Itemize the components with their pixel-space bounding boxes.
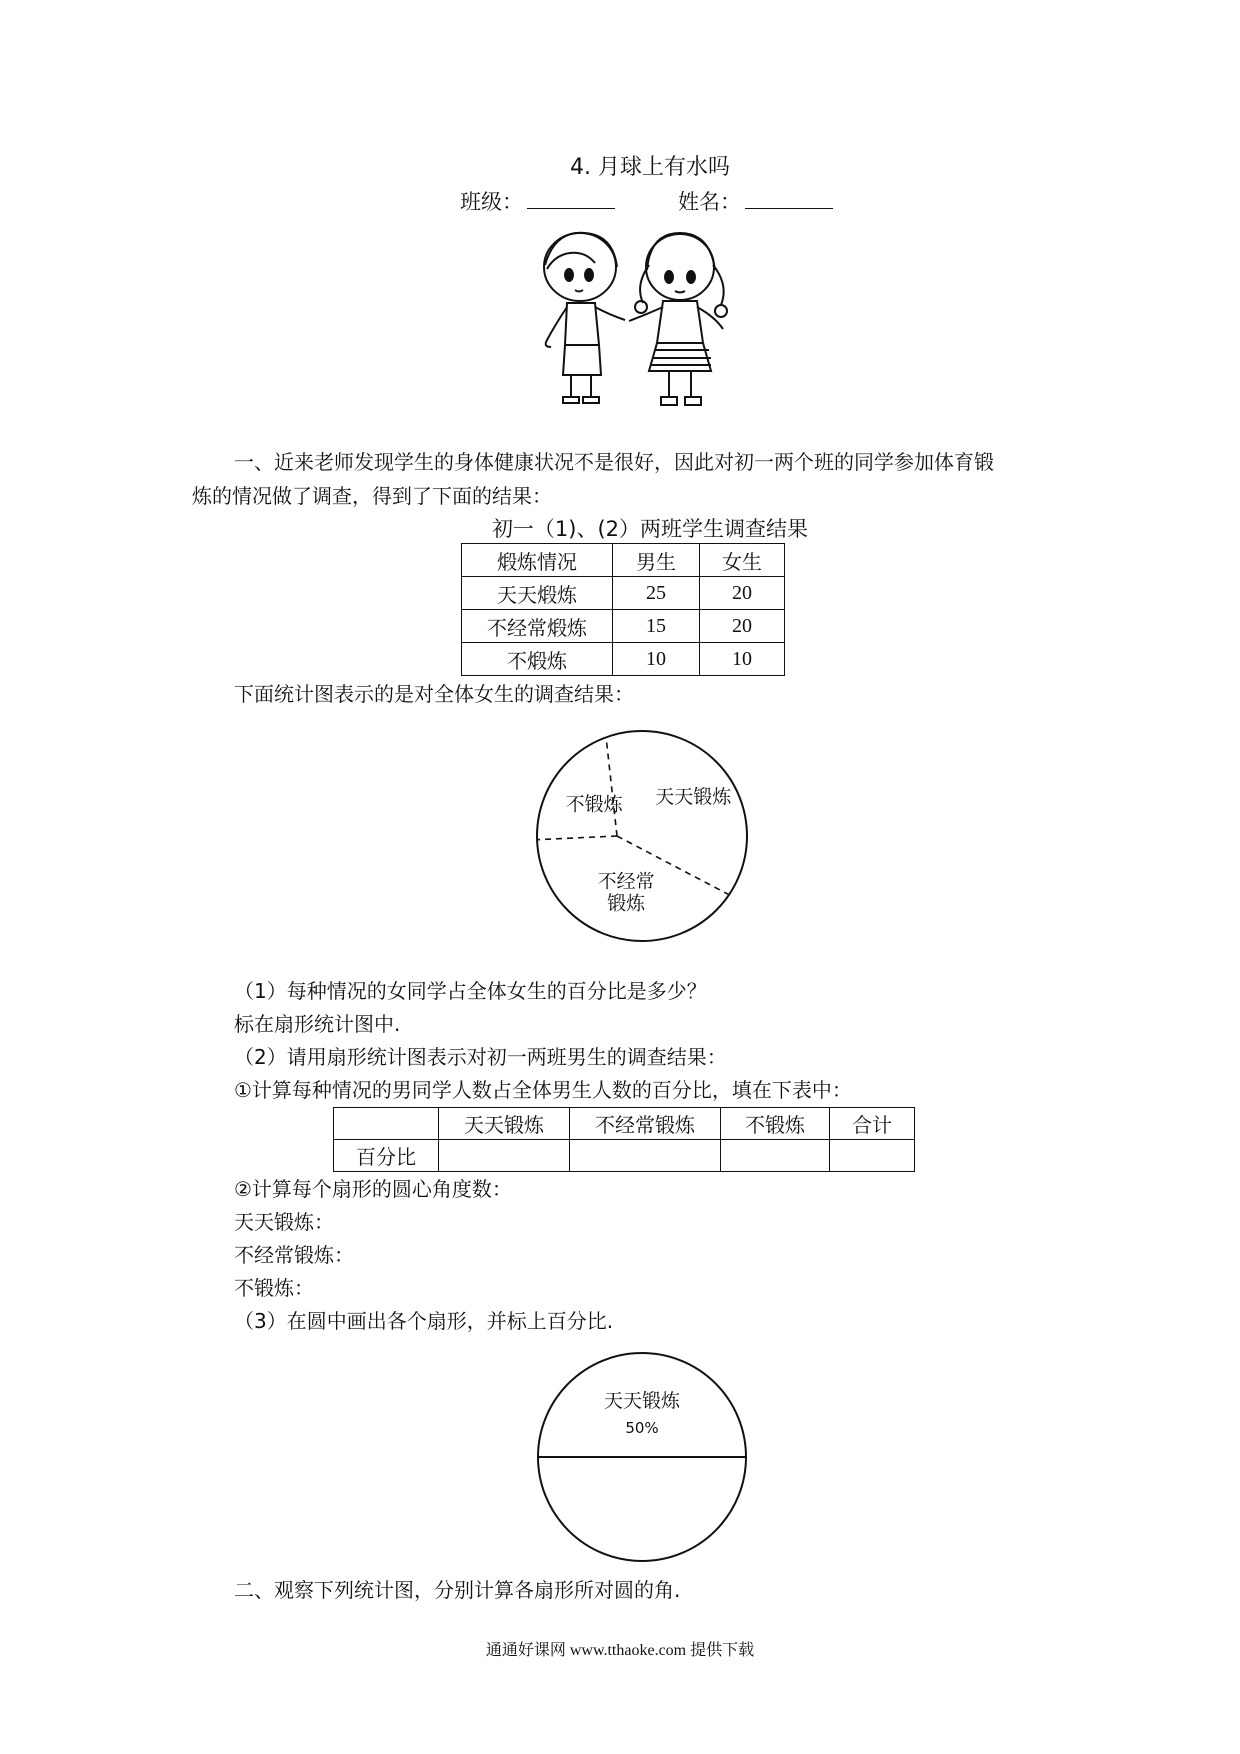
chart-intro: 下面统计图表示的是对全体女生的调查结果： bbox=[234, 682, 634, 706]
pie-slice-label: 天天锻炼 bbox=[655, 785, 732, 808]
pie-slice-label: 不经常 bbox=[597, 870, 655, 893]
angle-item: 天天锻炼： bbox=[234, 1210, 334, 1234]
table-cell-girls: 20 bbox=[700, 610, 785, 643]
percent-input-cell[interactable] bbox=[830, 1140, 915, 1172]
pie-slice-boundary bbox=[537, 836, 617, 840]
section-2-heading: 二、观察下列统计图，分别计算各扇形所对圆的角. bbox=[234, 1578, 681, 1602]
percent-table-header-cell: 合计 bbox=[830, 1108, 915, 1140]
percent-input-cell[interactable] bbox=[721, 1140, 830, 1172]
table-cell-girls: 10 bbox=[700, 643, 785, 676]
table-cell-girls: 20 bbox=[700, 577, 785, 610]
pie-slice-label: 锻炼 bbox=[607, 892, 646, 915]
footer-text: 通通好课网 www.tthaoke.com 提供下载 bbox=[485, 1642, 755, 1659]
question-2: （2）请用扇形统计图表示对初一两班男生的调查结果： bbox=[234, 1045, 727, 1069]
angle-item: 不经常锻炼： bbox=[234, 1243, 354, 1267]
table-cell-boys: 15 bbox=[613, 610, 700, 643]
table-cell-boys: 10 bbox=[613, 643, 700, 676]
right-girl-figure bbox=[629, 233, 727, 405]
percent-table bbox=[333, 1107, 915, 1172]
class-field bbox=[460, 186, 615, 216]
name-label: 姓名： bbox=[678, 190, 741, 214]
question-2-step-1: ①计算每种情况的男同学人数占全体男生人数的百分比，填在下表中： bbox=[234, 1078, 852, 1102]
page-title: 4. 月球上有水吗 bbox=[570, 155, 730, 180]
table-cell-label: 天天煅炼 bbox=[462, 577, 613, 610]
question-1-line-1: （1）每种情况的女同学占全体女生的百分比是多少？ bbox=[234, 979, 707, 1003]
question-1-line-2: 标在扇形统计图中. bbox=[234, 1012, 401, 1036]
name-blank bbox=[745, 188, 833, 209]
table-row bbox=[462, 610, 785, 643]
percent-table-header-row bbox=[334, 1108, 915, 1140]
percent-table-row bbox=[334, 1140, 915, 1172]
table-caption: 初一（1)、(2）两班学生调查结果 bbox=[491, 517, 809, 541]
table-row bbox=[462, 577, 785, 610]
class-label: 班级： bbox=[460, 190, 523, 214]
intro-line-2: 炼的情况做了调查，得到了下面的结果： bbox=[192, 484, 552, 508]
pie-slice-boundary bbox=[606, 737, 617, 836]
left-girl-figure bbox=[544, 233, 625, 403]
table-header-cell: 煅炼情况 bbox=[462, 544, 613, 577]
question-2-step-2: ②计算每个扇形的圆心角度数： bbox=[234, 1177, 512, 1201]
table-header-row bbox=[462, 544, 785, 577]
class-blank bbox=[527, 188, 615, 209]
table-cell-label: 不煅炼 bbox=[462, 643, 613, 676]
name-field bbox=[678, 186, 833, 216]
table-row bbox=[462, 643, 785, 676]
percent-input-cell[interactable] bbox=[570, 1140, 721, 1172]
pie-slice-label: 天天锻炼 bbox=[603, 1390, 681, 1412]
percent-table-header-cell: 不经常锻炼 bbox=[570, 1108, 721, 1140]
girls-illustration bbox=[525, 225, 755, 430]
percent-input-cell[interactable] bbox=[439, 1140, 570, 1172]
percent-table-header-cell: 不锻炼 bbox=[721, 1108, 830, 1140]
boys-pie-chart bbox=[532, 1345, 762, 1565]
pie-slice-percent: 50% bbox=[625, 1419, 659, 1437]
table-header-cell: 女生 bbox=[700, 544, 785, 577]
survey-table bbox=[461, 543, 785, 676]
table-cell-label: 不经常煅炼 bbox=[462, 610, 613, 643]
table-cell-boys: 25 bbox=[613, 577, 700, 610]
table-header-cell: 男生 bbox=[613, 544, 700, 577]
angle-item: 不锻炼： bbox=[234, 1276, 314, 1300]
question-3: （3）在圆中画出各个扇形，并标上百分比. bbox=[234, 1309, 614, 1333]
intro-line-1: 一、近来老师发现学生的身体健康状况不是很好，因此对初一两个班的同学参加体育锻 bbox=[234, 450, 994, 474]
percent-table-header-cell bbox=[334, 1108, 439, 1140]
pie-slice-label: 不锻炼 bbox=[565, 793, 623, 816]
percent-table-header-cell: 天天锻炼 bbox=[439, 1108, 570, 1140]
girls-pie-chart bbox=[527, 720, 757, 956]
percent-row-label: 百分比 bbox=[334, 1140, 439, 1172]
